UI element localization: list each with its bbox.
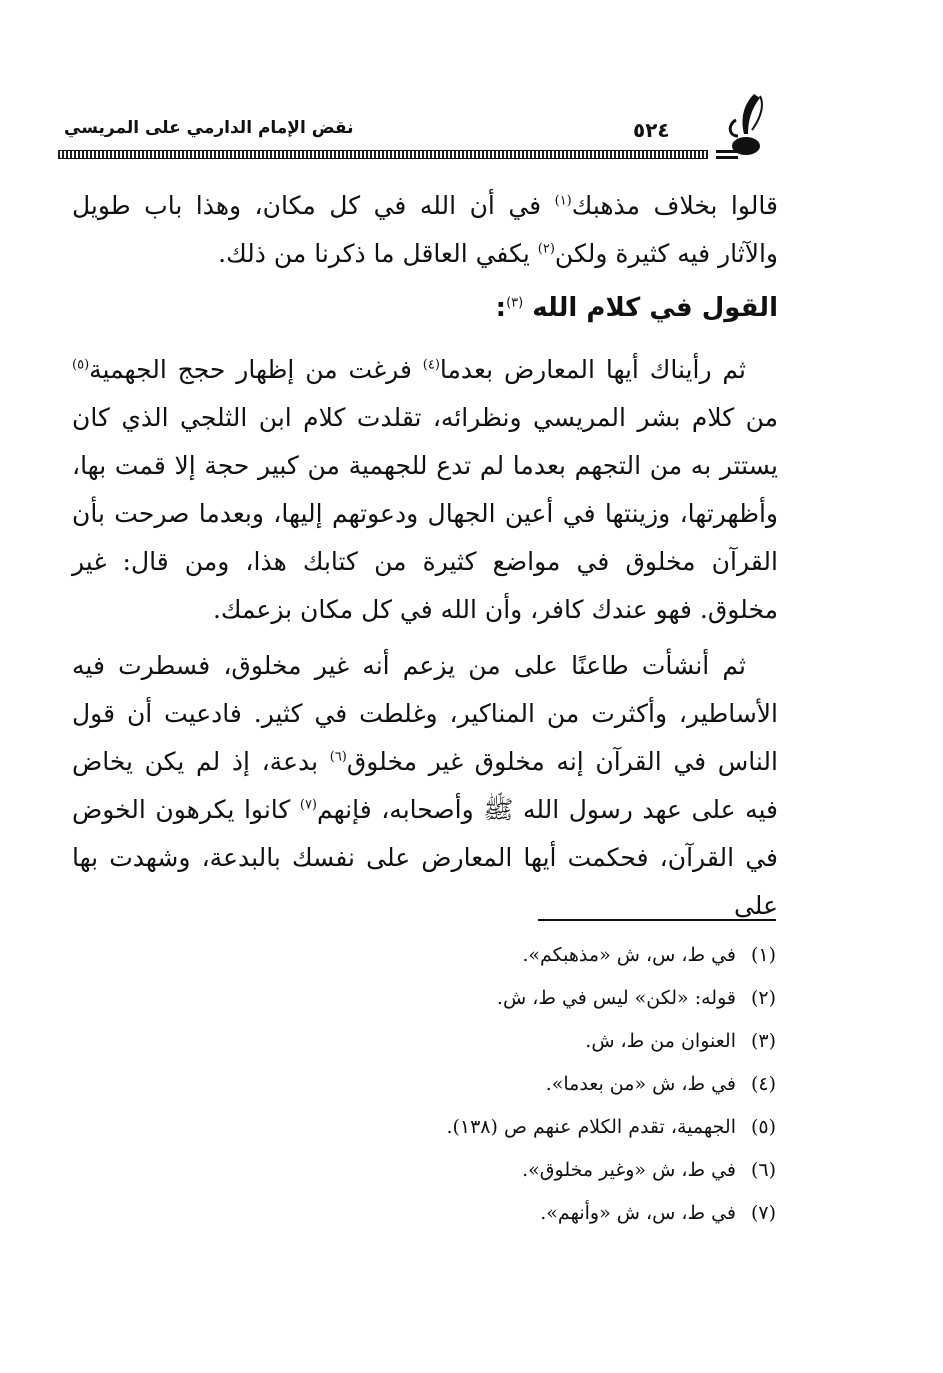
paragraph-3: [72, 642, 778, 930]
footnote-item: [76, 934, 776, 977]
footnote-text: في ط، ش «من بعدما».: [545, 1073, 736, 1095]
footnote-ref: (٤): [422, 357, 440, 373]
heading-text: القول في كلام الله: [532, 293, 778, 323]
text-run: قالوا بخلاف مذهبك: [571, 191, 778, 220]
footnote-number: (٧): [750, 1202, 776, 1224]
footnote-ref: (١): [554, 193, 572, 209]
footnote-divider: [538, 919, 776, 921]
paragraph-2: [72, 346, 778, 634]
header-rule: [58, 150, 708, 159]
page-header: [58, 90, 780, 160]
footnote-text: في ط، س، ش «وأنهم».: [540, 1202, 736, 1224]
footnote-number: (٤): [750, 1073, 776, 1095]
footnote-item: [76, 1192, 776, 1235]
text-run: فرغت من إظهار حجج الجهمية: [89, 355, 423, 384]
footnotes: [76, 934, 776, 1235]
heading-tail: :: [495, 293, 507, 323]
text-run: من كلام بشر المريسي ونظرائه، تقلدت كلام ابن الثلجي الذي كان يستتر به من التجهم بعدما لم تدع للجهمية من كبير حجة إلا قمت بها، وأظهرتها، وزينتها في أعين الجهال ودعوتهم إليها، وبعدما صرحت بأن القرآن مخلوق في مواضع كثيرة من كتابك هذا، ومن قال: غير مخلوق. فهو عندك كافر، وأن الله في كل مكان بزعمك.: [72, 403, 778, 624]
text-run: بدعة، إذ لم يكن يخاض فيه على عهد رسول الله ﷺ وأصحابه، فإنهم: [72, 747, 779, 824]
footnote-text: في ط، ش «وغير مخلوق».: [522, 1159, 736, 1181]
footnote-number: (٦): [750, 1159, 776, 1181]
footnote-text: في ط، س، ش «مذهبكم».: [522, 944, 736, 966]
main-text: [72, 182, 778, 930]
footnote-item: [76, 1020, 776, 1063]
footnote-text: العنوان من ط، ش.: [585, 1030, 736, 1052]
footnote-number: (٥): [750, 1116, 776, 1138]
footnote-number: (٣): [750, 1030, 776, 1052]
footnote-number: (٢): [750, 987, 776, 1009]
footnote-text: الجهمية، تقدم الكلام عنهم ص (١٣٨).: [446, 1116, 736, 1138]
footnote-ref: (٣): [506, 295, 524, 311]
footnote-item: [76, 1149, 776, 1192]
footnote-text: قوله: «لكن» ليس في ط، ش.: [496, 987, 736, 1009]
text-run: ثم أنشأت طاعنًا على من يزعم أنه غير مخلوق، فسطرت فيه الأساطير، وأكثرت من المناكير، وغلطت في كثير. فادعيت أن قول الناس في القرآن إنه مخلوق غير مخلوق: [72, 651, 778, 776]
quill-inkwell-icon: [714, 90, 780, 160]
footnote-ref: (٧): [299, 797, 317, 813]
page-number: ٥٢٤: [633, 118, 670, 142]
text-run: ثم رأيناك أيها المعارض بعدما: [439, 355, 746, 384]
footnote-ref: (٢): [537, 241, 555, 257]
running-title: نقض الإمام الدارمي على المريسي: [64, 118, 354, 138]
footnote-item: [76, 977, 776, 1020]
section-heading: [72, 284, 778, 332]
footnote-item: [76, 1106, 776, 1149]
paragraph-1: [72, 182, 778, 278]
footnote-ref: (٦): [329, 749, 347, 765]
footnote-item: [76, 1063, 776, 1106]
text-run: في أن الله في كل مكان، وهذا باب طويل والآثار فيه كثيرة ولكن: [72, 191, 778, 268]
text-run: يكفي العاقل ما ذكرنا من ذلك.: [218, 239, 538, 268]
footnote-number: (١): [750, 944, 776, 966]
text-run: كانوا يكرهون الخوض في القرآن، فحكمت أيها المعارض على نفسك بالبدعة، وشهدت بها على: [72, 795, 778, 920]
footnote-ref: (٥): [72, 357, 90, 373]
